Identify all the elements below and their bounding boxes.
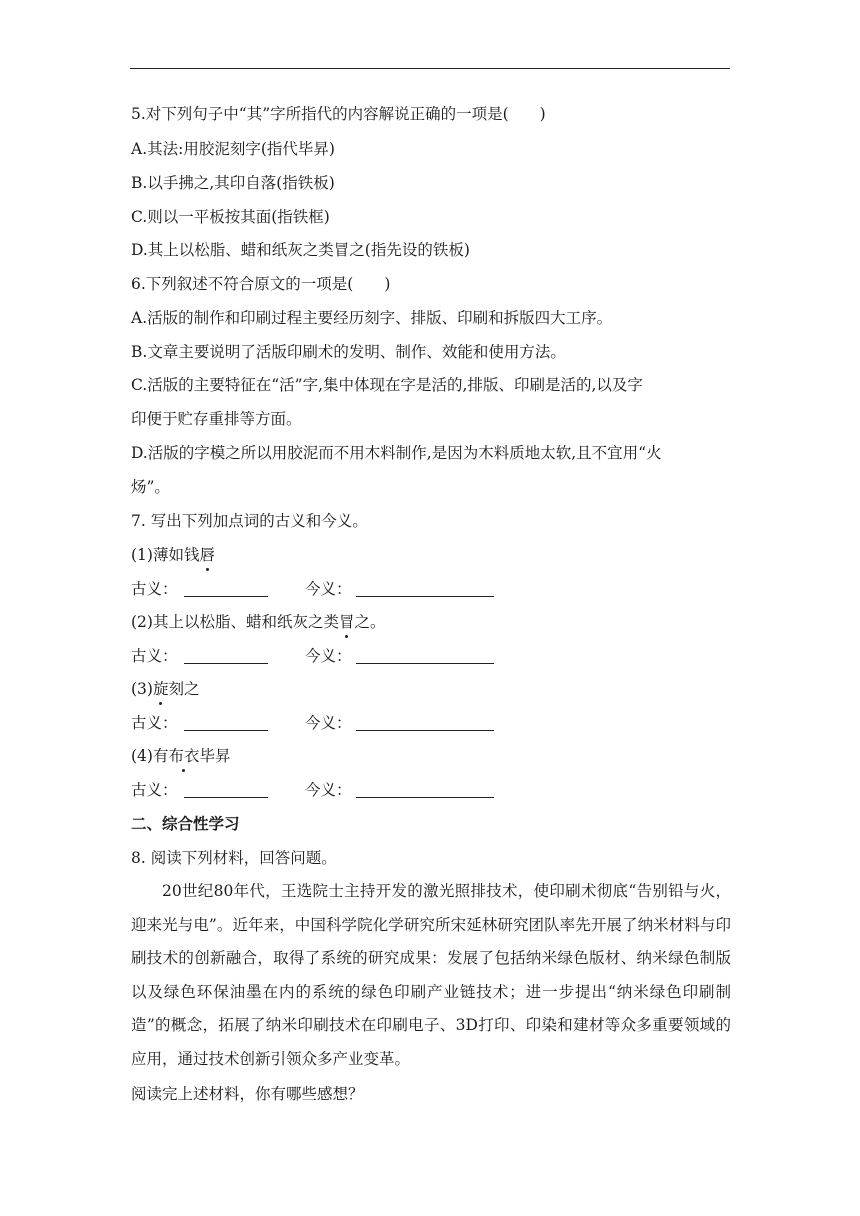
q7-item-2-text-after: 之。: [354, 613, 386, 631]
q6-option-c-line2: 印便于贮存重排等方面。: [131, 410, 302, 428]
q7-item-3-text: (3): [131, 680, 153, 698]
q5-option-c: C.则以一平板按其面(指铁框): [131, 208, 330, 226]
q7-item-3-dotted-word: 旋: [152, 680, 169, 698]
q7-item-4-text: (4)有: [131, 747, 169, 765]
q6-option-d-line1: D.活版的字模之所以用胶泥而不用木料制作,是因为木料质地太软,且不宜用“火: [131, 444, 662, 462]
section-heading: 二、综合性学习: [131, 815, 240, 833]
q7-item-4-dotted-word: 布衣: [168, 747, 200, 765]
q8-stem: 8. 阅读下列材料，回答问题。: [131, 849, 337, 867]
q7-item-4-modern-blank[interactable]: [356, 781, 494, 798]
q7-item-2-dotted-word: 冒: [338, 613, 355, 631]
q6-option-d-line2: 炀”。: [131, 478, 170, 496]
q7-item-2-ancient-blank[interactable]: [184, 647, 268, 664]
q5-option-b: B.以手拂之,其印自落(指铁板): [131, 174, 335, 192]
q7-item-3-text-after: 刻之: [168, 680, 200, 698]
q7-item-2-modern-blank[interactable]: [356, 647, 494, 664]
q6-option-b: B.文章主要说明了活版印刷术的发明、制作、效能和使用方法。: [131, 343, 566, 361]
q5-stem: 5.对下列句子中“其”字所指代的内容解说正确的一项是( ): [131, 105, 546, 123]
q5-option-d: D.其上以松脂、蜡和纸灰之类冒之(指先设的铁板): [131, 241, 470, 259]
q7-item-2-ancient-label: 古义：: [131, 647, 178, 665]
q7-item-1-text: (1)薄如钱: [131, 546, 200, 564]
q7-item-1-ancient-blank[interactable]: [184, 580, 268, 597]
q7-item-3-modern-blank[interactable]: [356, 714, 494, 731]
q7-item-1-modern-blank[interactable]: [356, 580, 494, 597]
q7-item-4-text-after: 毕昇: [199, 747, 231, 765]
q7-item-3: [131, 679, 200, 699]
q7-item-3-modern-label: 今义：: [305, 714, 352, 732]
q7-item-1-dotted-word: 唇: [199, 546, 215, 564]
q7-item-1-ancient-label: 古义：: [131, 580, 178, 598]
q6-option-c-line1: C.活版的主要特征在“活”字,集中体现在字是活的,排版、印刷是活的,以及字: [131, 376, 643, 394]
q7-item-4-ancient-blank[interactable]: [184, 781, 268, 798]
q7-item-1: [131, 545, 215, 565]
q7-item-4-ancient-label: 古义：: [131, 781, 178, 799]
q7-stem: 7. 写出下列加点词的古义和今义。: [131, 512, 368, 530]
q7-item-2-text: (2)其上以松脂、蜡和纸灰之类: [131, 613, 339, 631]
q7-item-1-modern-label: 今义：: [305, 580, 352, 598]
q7-item-2-modern-label: 今义：: [305, 647, 352, 665]
q7-item-4-modern-label: 今义：: [305, 781, 352, 799]
q7-item-3-ancient-blank[interactable]: [184, 714, 268, 731]
q6-option-a: A.活版的制作和印刷过程主要经历刻字、排版、印刷和拆版四大工序。: [131, 309, 613, 327]
header-rule: [130, 68, 730, 69]
q7-item-2: [131, 612, 386, 632]
q5-option-a: A.其法:用胶泥刻字(指代毕昇): [131, 140, 335, 158]
q6-stem: 6.下列叙述不符合原文的一项是( ): [131, 275, 391, 293]
q7-item-3-ancient-label: 古义：: [131, 714, 178, 732]
q8-passage: 20世纪80年代，王选院士主持开发的激光照排技术，使印刷术彻底“告别铅与火，迎来光与电”。近年来，中国科学院化学研究所宋延林研究团队率先开展了纳米材料与印刷技术的创新融合，取得了系统的研究成果：发展了包括纳米绿色版材、纳米绿色制版以及绿色环保油墨在内的系统的绿色印刷产业链技术；进一步提出“纳米绿色印刷制造”的概念，拓展了纳米印刷技术在印刷电子、3D打印、印染和建材等众多重要领域的应用，通过技术创新引领众多产业变革。: [131, 882, 731, 1068]
q8-prompt: 阅读完上述材料，你有哪些感想？: [131, 1085, 364, 1103]
q7-item-4: [131, 746, 231, 766]
